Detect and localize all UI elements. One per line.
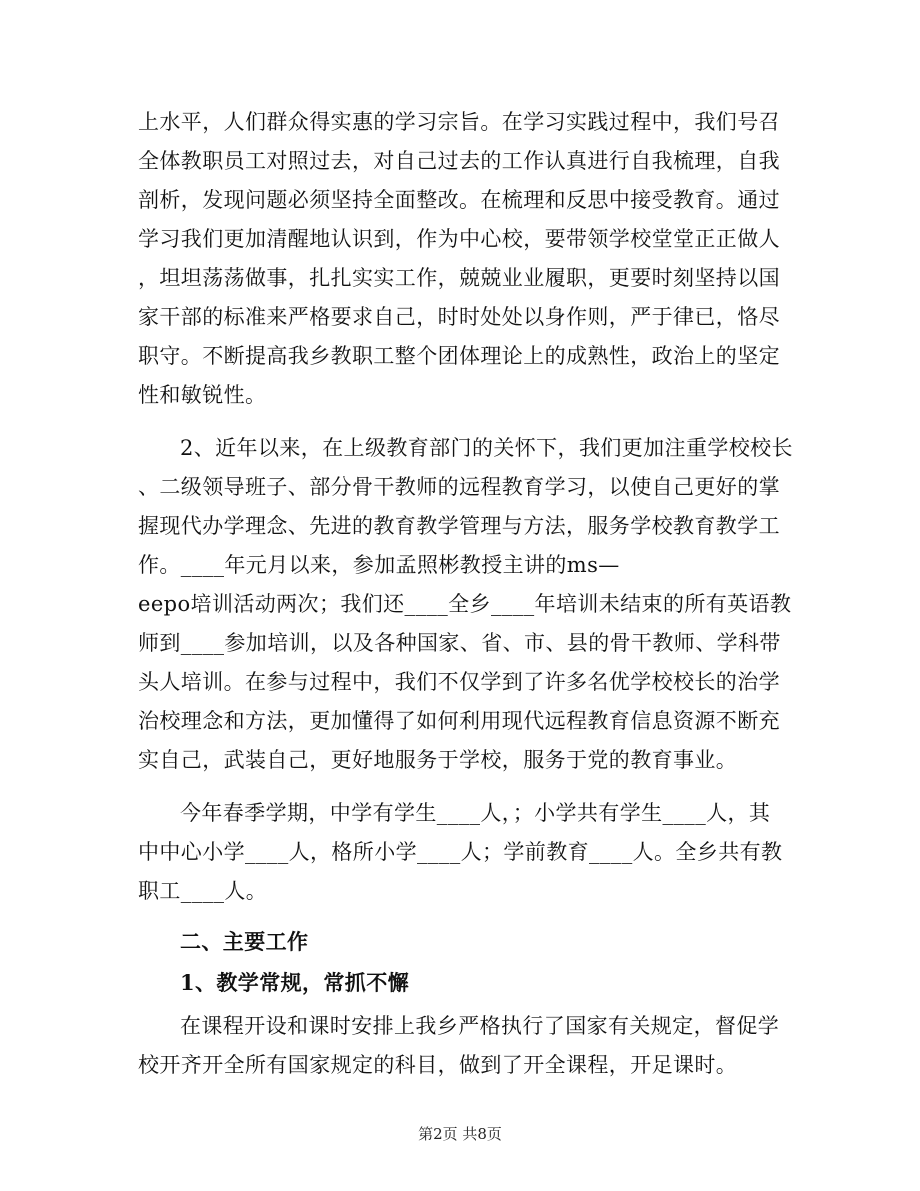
- body-line: 职守。不断提高我乡教职工整个团体理论上的成熟性，政治上的坚定: [138, 344, 780, 368]
- body-line: 2、近年以来，在上级教育部门的关怀下，我们更加注重学校校长: [180, 436, 793, 460]
- body-line: 、二级领导班子、部分骨干教师的远程教育学习，以使自己更好的掌: [138, 475, 780, 499]
- body-line: ，坦坦荡荡做事，扎扎实实工作，兢兢业业履职，更要时刻坚持以国: [138, 266, 780, 290]
- body-line: 头人培训。在参与过程中，我们不仅学到了许多名优学校校长的治学: [138, 670, 780, 694]
- subsection-heading: 1、教学常规，常抓不懈: [180, 970, 410, 995]
- section-heading: 二、主要工作: [180, 929, 309, 954]
- body-line: 实自己，武装自己，更好地服务于学校，服务于党的教育事业。: [138, 748, 738, 772]
- body-line: 治校理念和方法，更加懂得了如何利用现代远程教育信息资源不断充: [138, 709, 780, 733]
- body-line: 性和敏锐性。: [138, 383, 267, 407]
- page-number-footer: 第2页 共8页: [418, 1125, 502, 1143]
- body-line: 今年春季学期，中学有学生____人，；小学共有学生____人，其: [180, 801, 771, 825]
- body-line: 作。____年元月以来，参加孟照彬教授主讲的ms—: [138, 553, 620, 577]
- body-line: 校开齐开全所有国家规定的科目，做到了开全课程，开足课时。: [138, 1053, 738, 1077]
- body-line: 剖析，发现问题必须坚持全面整改。在梳理和反思中接受教育。通过: [138, 188, 780, 212]
- body-line: eepo培训活动两次；我们还____全乡____年培训未结束的所有英语教: [138, 592, 792, 616]
- body-line: 全体教职员工对照过去，对自己过去的工作认真进行自我梳理，自我: [138, 149, 780, 173]
- body-line: 家干部的标准来严格要求自己，时时处处以身作则，严于律已，恪尽: [138, 305, 780, 329]
- body-line: 在课程开设和课时安排上我乡严格执行了国家有关规定，督促学: [180, 1014, 780, 1038]
- body-line: 师到____参加培训，以及各种国家、省、市、县的骨干教师、学科带: [138, 631, 781, 655]
- body-line: 职工____人。: [138, 879, 268, 903]
- body-line: 学习我们更加清醒地认识到，作为中心校，要带领学校堂堂正正做人: [138, 227, 780, 251]
- body-line: 上水平，人们群众得实惠的学习宗旨。在学习实践过程中，我们号召: [138, 110, 780, 134]
- body-line: 握现代办学理念、先进的教育教学管理与方法，服务学校教育教学工: [138, 514, 780, 538]
- body-line: 中中心小学____人，格所小学____人；学前教育____人。全乡共有教: [138, 840, 783, 864]
